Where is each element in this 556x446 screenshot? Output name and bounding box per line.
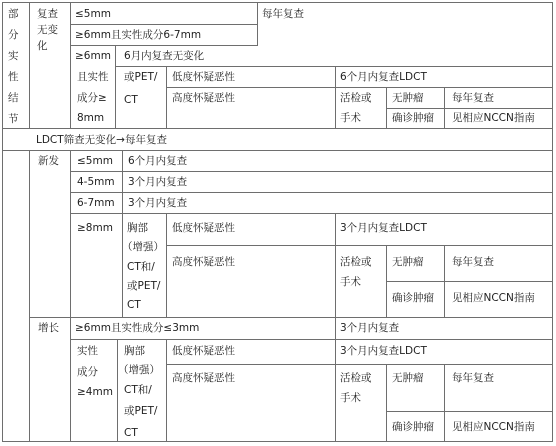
stable-label: 复查无变化: [37, 8, 58, 52]
new-tumor-action: 见相应NCCN指南: [452, 292, 535, 304]
new-action-3m-a: 3个月内复查: [128, 176, 188, 188]
stable-method-b: CT: [124, 94, 138, 106]
grid-line: [122, 213, 123, 317]
stable-tumor: 确诊肿瘤: [392, 112, 434, 124]
grid-line: [166, 213, 167, 317]
grid-line: [257, 2, 258, 46]
new-method-e: CT: [127, 299, 141, 311]
grid-line: [386, 364, 387, 442]
grid-line: [386, 108, 552, 109]
grow-method-c: CT和/: [124, 384, 152, 396]
grid-line: [122, 150, 123, 213]
new-size-ge8: ≥8mm: [77, 222, 113, 234]
grid-line: [166, 87, 552, 88]
new-size-le5: ≤5mm: [77, 155, 113, 167]
grid-line: [70, 339, 552, 340]
stable-size-le5: ≤5mm: [75, 8, 111, 20]
grid-line: [29, 2, 30, 128]
grow-solid-b: 成分: [77, 366, 98, 378]
new-action-6m: 6个月内复查: [128, 155, 188, 167]
grid-line: [444, 364, 445, 442]
grid-line: [2, 128, 553, 129]
grid-line: [2, 150, 553, 151]
new-biopsy-b: 手术: [340, 276, 361, 288]
new-high-suspicion: 高度怀疑恶性: [172, 256, 235, 268]
grow-method-d: 或PET/: [124, 405, 158, 417]
stable-yearly-review: 每年复查: [262, 8, 304, 20]
new-method-b: （增强）: [122, 241, 164, 253]
new-low-action: 3个月内复查LDCT: [340, 222, 427, 234]
stable-size-ge6-solid67: ≥6mm且实性成分6-7mm: [75, 29, 202, 41]
stable-method-a: 或PET/: [124, 71, 158, 83]
new-size-6-7: 6-7mm: [77, 197, 115, 209]
grid-line: [166, 339, 167, 442]
new-low-suspicion: 低度怀疑恶性: [172, 222, 235, 234]
stable-tumor-action: 见相应NCCN指南: [452, 112, 535, 124]
grid-line: [117, 339, 118, 442]
grow-no-tumor: 无肿瘤: [392, 372, 424, 384]
grid-line: [335, 66, 336, 128]
grow-high-suspicion: 高度怀疑恶性: [172, 372, 235, 384]
grow-biopsy-a: 活检或: [340, 372, 372, 384]
ldct-note: LDCT筛查无变化→每年复查: [36, 134, 167, 146]
grid-line: [29, 150, 30, 442]
grid-line: [552, 2, 553, 442]
grid-line: [386, 281, 552, 282]
grid-line: [335, 317, 336, 442]
stable-6m-no-change: 6月内复查无变化: [124, 50, 205, 62]
grid-line: [70, 213, 552, 214]
grow-size-ge6-solid-le3: ≥6mm且实性成分≤3mm: [75, 322, 200, 334]
new-no-tumor: 无肿瘤: [392, 256, 424, 268]
grow-action-3m: 3个月内复查: [340, 322, 400, 334]
grid-line: [2, 2, 3, 442]
new-tumor: 确诊肿瘤: [392, 292, 434, 304]
grid-line: [70, 24, 257, 25]
stable-solid-part-a: 且实性: [77, 71, 109, 83]
stable-no-tumor-action: 每年复查: [452, 92, 494, 104]
grid-line: [335, 213, 336, 317]
grid-line: [29, 317, 553, 318]
new-method-d: 或PET/: [127, 280, 161, 292]
grid-line: [70, 150, 71, 442]
grid-line: [70, 192, 552, 193]
grow-low-suspicion: 低度怀疑恶性: [172, 345, 235, 357]
grid-line: [2, 441, 553, 442]
grow-method-e: CT: [124, 427, 138, 439]
grid-line: [70, 171, 552, 172]
new-method-a: 胸部: [127, 222, 148, 234]
stable-size-ge6: ≥6mm: [75, 50, 111, 62]
grid-line: [70, 2, 71, 128]
grow-low-action: 3个月内复查LDCT: [340, 345, 427, 357]
stable-solid-part-c: 8mm: [77, 112, 105, 124]
grow-tumor: 确诊肿瘤: [392, 421, 434, 433]
new-size-4-5: 4-5mm: [77, 176, 115, 188]
grid-line: [2, 2, 553, 3]
grow-solid-a: 实性: [77, 345, 98, 357]
stable-no-tumor: 无肿瘤: [392, 92, 424, 104]
new-method-c: CT和/: [127, 261, 155, 273]
new-no-tumor-action: 每年复查: [452, 256, 494, 268]
grid-line: [166, 364, 552, 365]
new-biopsy-a: 活检或: [340, 256, 372, 268]
section-label: 部分实性结节: [8, 8, 19, 125]
stable-low-action: 6个月内复查LDCT: [340, 71, 427, 83]
grid-line: [444, 87, 445, 128]
grow-label: 增长: [38, 322, 59, 334]
grid-line: [166, 245, 552, 246]
stable-high-suspicion: 高度怀疑恶性: [172, 92, 235, 104]
grow-solid-c: ≥4mm: [77, 386, 113, 398]
stable-biopsy-b: 手术: [340, 112, 361, 124]
stable-biopsy-a: 活检或: [340, 92, 372, 104]
new-label: 新发: [38, 155, 59, 167]
grow-biopsy-b: 手术: [340, 392, 361, 404]
grow-method-b: （增强）: [118, 364, 160, 376]
grow-tumor-action: 见相应NCCN指南: [452, 421, 535, 433]
grid-line: [70, 45, 258, 46]
grid-line: [115, 66, 552, 67]
grid-line: [386, 411, 552, 412]
grid-line: [166, 66, 167, 128]
grow-no-tumor-action: 每年复查: [452, 372, 494, 384]
grow-method-a: 胸部: [124, 345, 145, 357]
new-action-3m-b: 3个月内复查: [128, 197, 188, 209]
grid-line: [444, 245, 445, 317]
stable-low-suspicion: 低度怀疑恶性: [172, 71, 235, 83]
grid-line: [115, 45, 116, 128]
stable-solid-part-b: 成分≥: [77, 92, 107, 104]
